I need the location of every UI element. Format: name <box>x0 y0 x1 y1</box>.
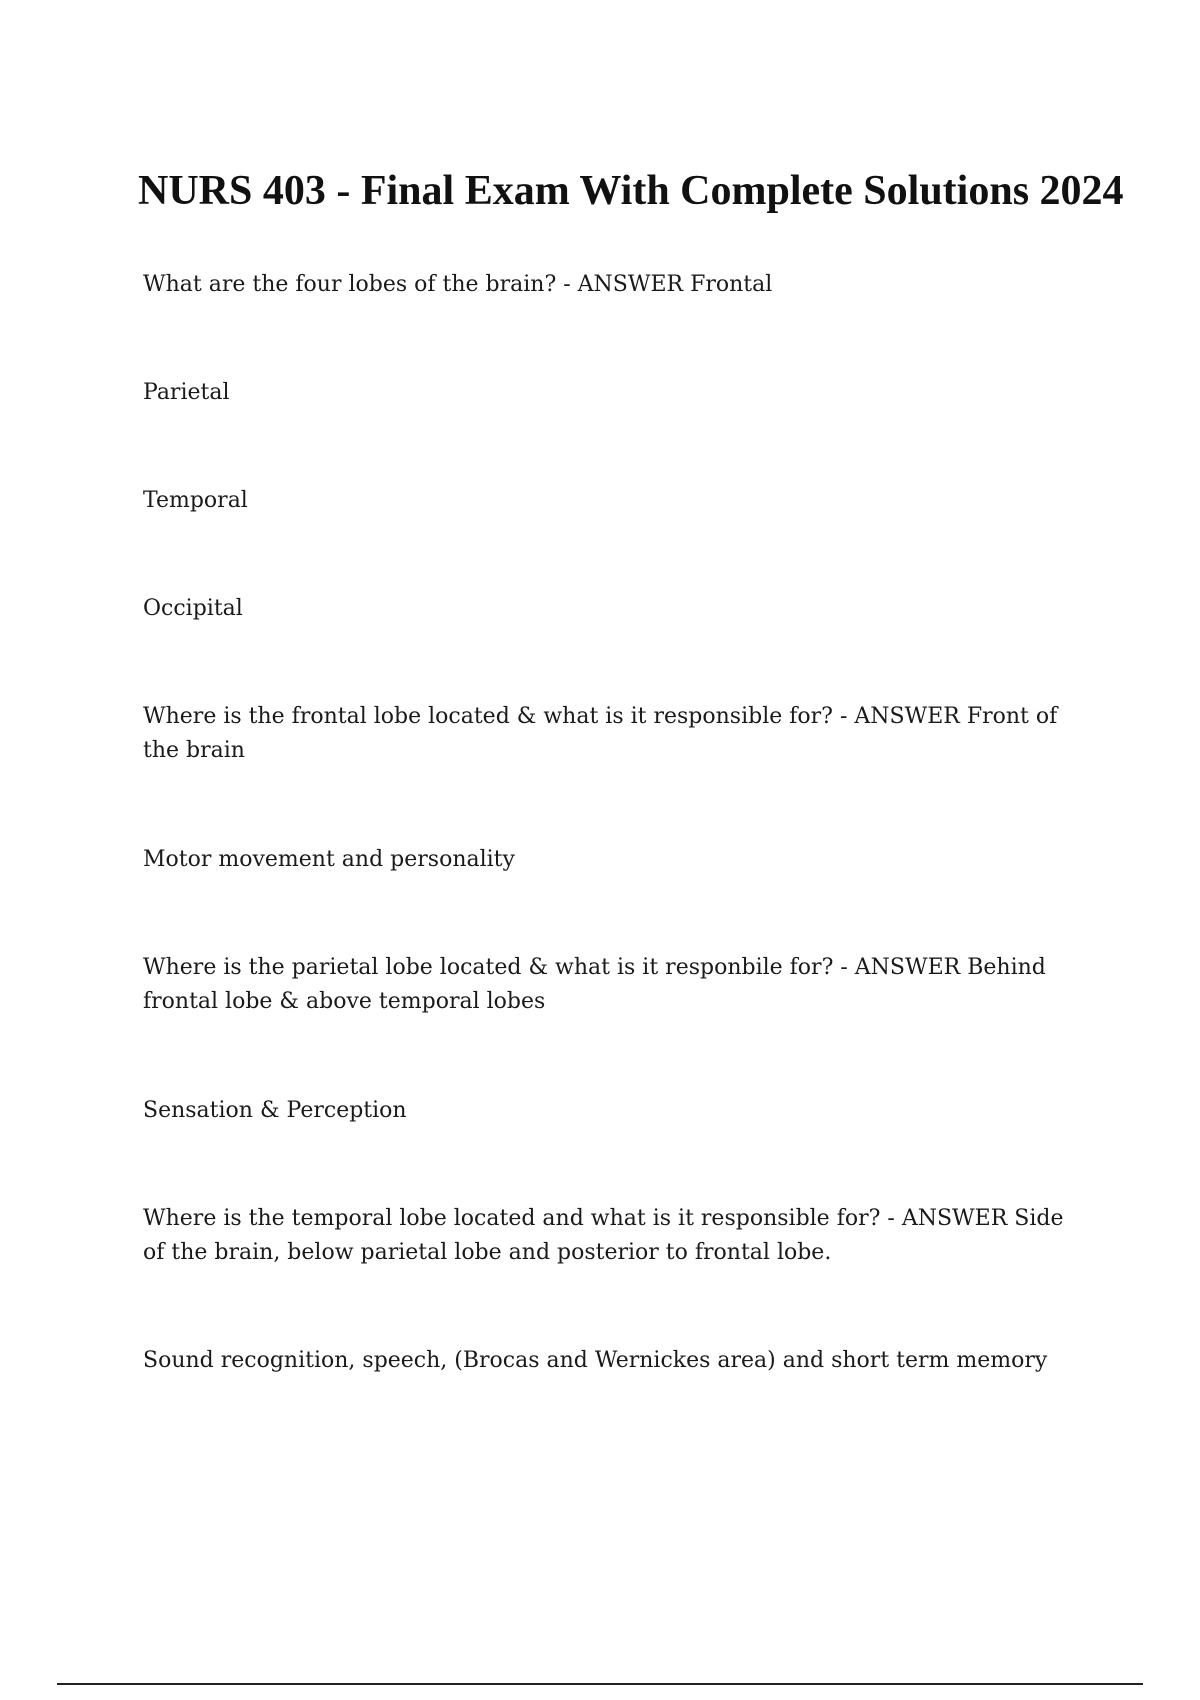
answer-paragraph: Sound recognition, speech, (Brocas and Wernickes area) and short term memory <box>143 1348 1048 1373</box>
question-paragraph: Where is the parietal lobe located & what is it responbile for? - ANSWER Behind frontal lobe & above temporal lobes <box>143 955 1046 1014</box>
question-paragraph: Where is the temporal lobe located and what is it responsible for? - ANSWER Side of the brain, below parietal lobe and posterior to frontal lobe. <box>143 1206 1064 1265</box>
answer-paragraph: Motor movement and personality <box>143 847 515 872</box>
page-title: NURS 403 - Final Exam With Complete Solutions 2024 <box>138 168 1124 214</box>
answer-paragraph: Temporal <box>143 488 248 513</box>
answer-paragraph: Parietal <box>143 380 230 405</box>
answer-paragraph: Sensation & Perception <box>143 1098 407 1123</box>
question-paragraph: Where is the frontal lobe located & what is it responsible for? - ANSWER Front of the brain <box>143 704 1058 763</box>
question-paragraph: What are the four lobes of the brain? - ANSWER Frontal <box>143 272 773 297</box>
footer-divider <box>57 1683 1143 1685</box>
answer-paragraph: Occipital <box>143 596 243 621</box>
